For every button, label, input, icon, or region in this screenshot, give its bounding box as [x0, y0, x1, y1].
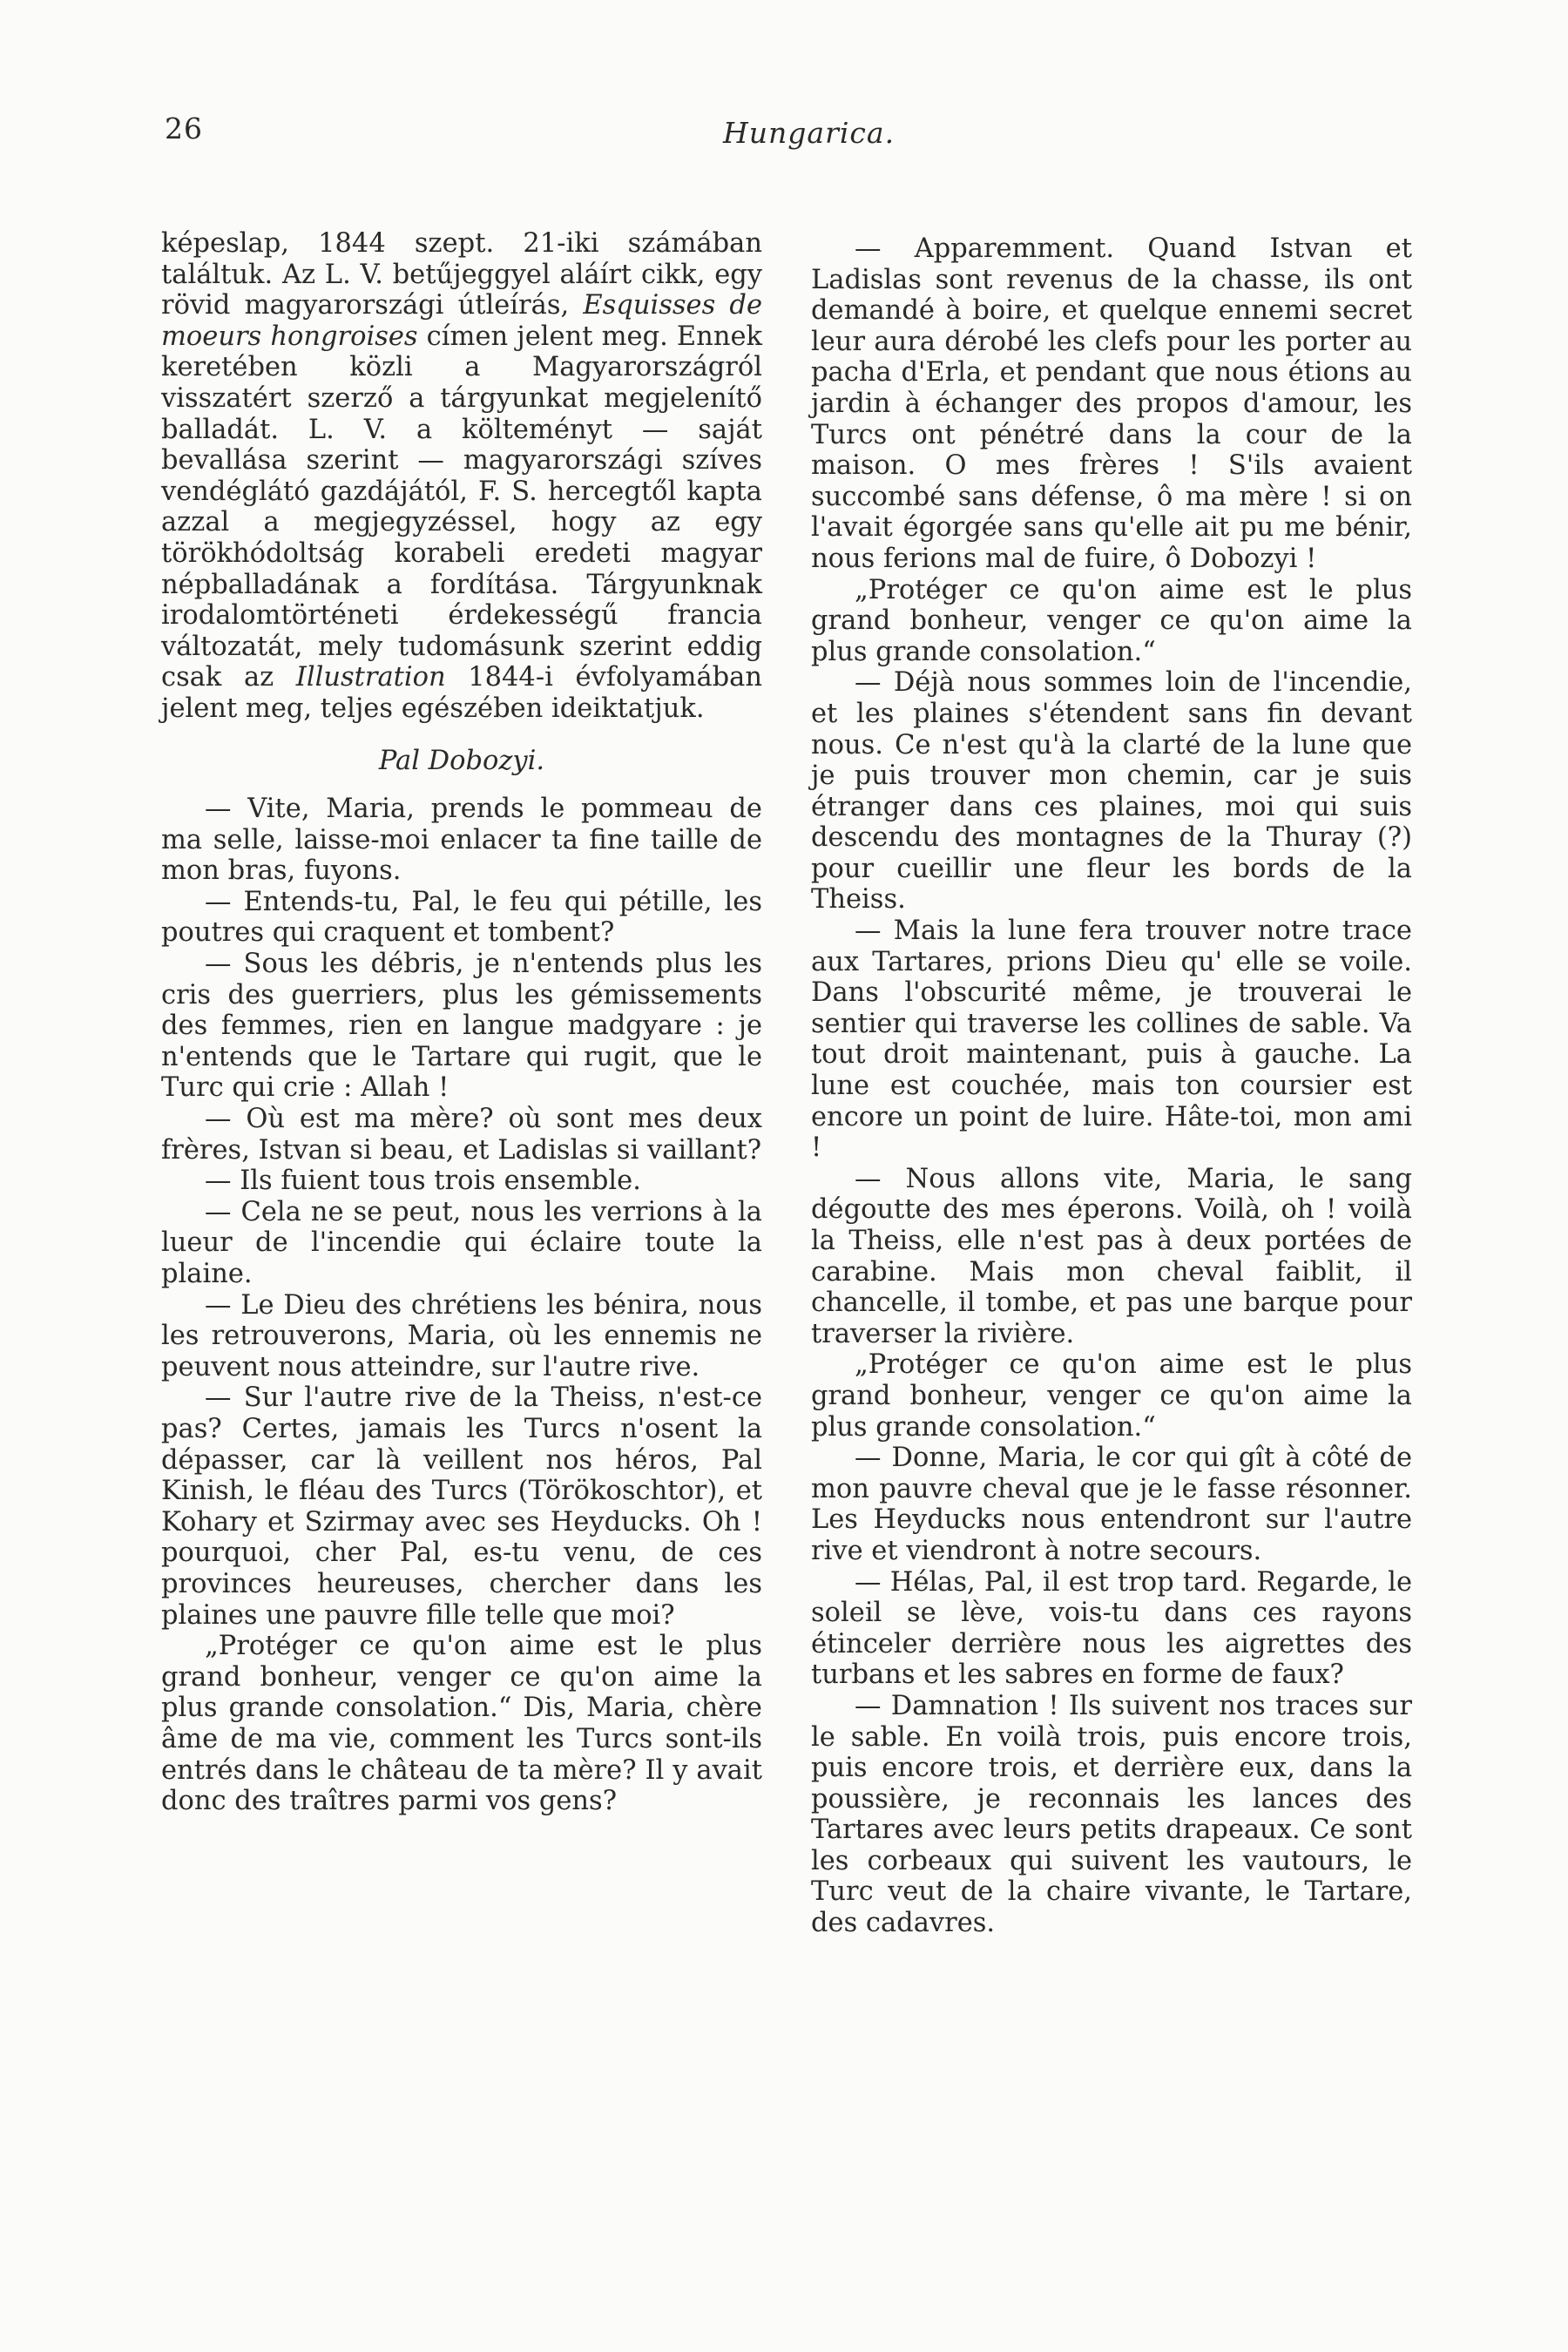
intro-italic-journal: Illustration	[295, 662, 446, 693]
intro-text-3: 1844-i évfolyamában jelent meg, teljes egészében ideiktatjuk.	[161, 662, 762, 724]
poem-refrain: „Protéger ce qu'on aime est le plus grand bonheur, venger ce qu'on aime la plus grande consolation.“	[811, 574, 1412, 667]
running-title: Hungarica.	[723, 116, 896, 150]
poem-paragraph: — Ils fuient tous trois ensemble.	[205, 1166, 641, 1197]
intro-paragraph	[161, 228, 762, 725]
poem-paragraph: — Entends-tu, Pal, le feu qui pétille, les poutres qui craquent et tombent?	[161, 886, 762, 949]
poem-paragraph: — Hélas, Pal, il est trop tard. Regarde, le soleil se lève, vois-tu dans ces rayons étinceler derrière nous les aigrettes des turbans et les sabres en forme de faux?	[811, 1566, 1412, 1691]
poem-paragraph: — Donne, Maria, le cor qui gît à côté de mon pauvre cheval que je le fasse résonner. Les Heyducks nous entendront sur l'autre rive et viendront à notre secours.	[811, 1443, 1412, 1566]
poem-paragraph: — Damnation ! Ils suivent nos traces sur le sable. En voilà trois, puis encore trois, puis encore trois, et derrière eux, dans la poussière, je reconnais les lances des Tartares avec leurs petits drapeaux. Ce sont les corbeaux qui suivent les vautours, le Turc veut de la chaire vivante, le Tartare, des cadavres.	[811, 1690, 1412, 1939]
poem-paragraph: — Sous les débris, je n'entends plus les cris des guerriers, plus les gémissements des femmes, rien en langue madgyare : je n'entends que le Tartare qui rugit, que le Turc qui crie : Allah !	[161, 949, 762, 1104]
left-column	[161, 228, 762, 1817]
poem-refrain: „Protéger ce qu'on aime est le plus grand bonheur, venger ce qu'on aime la plus grande consolation.“	[811, 1349, 1412, 1443]
poem-paragraph: — Apparemment. Quand Istvan et Ladislas sont revenus de la chasse, ils ont demandé à boire, et quelque ennemi secret leur aura dérobé les clefs pour les porter au pacha d'Erla, et pendant que nous étions au jardin à échanger des propos d'amour, les Turcs ont pénétré dans la cour de la maison. O mes frères ! S'ils avaient succombé sans défense, ô ma mère ! si on l'avait égorgée sans qu'elle ait pu me bénir, nous ferions mal de fuire, ô Dobozyi !	[811, 233, 1412, 574]
poem-paragraph: — Mais la lune fera trouver notre trace aux Tartares, prions Dieu qu' elle se voile. Dans l'obscurité même, je trouverai le sentier qui traverse les collines de sable. Va tout droit maintenant, puis à gauche. La lune est couchée, mais ton coursier est encore un point de luire. Hâte-toi, mon ami !	[811, 916, 1412, 1164]
poem-paragraph: — Le Dieu des chrétiens les bénira, nous les retrouverons, Maria, où les ennemis ne peuvent nous atteindre, sur l'autre rive.	[161, 1289, 762, 1382]
right-column	[811, 233, 1412, 1939]
intro-text-2: címen jelent meg. Ennek keretében közli a Magyarországról visszatért szerző a tárgyunkat megjelenítő balladát. L. V. a költeményt — saját bevallása szerint — magyarországi szíves vendéglátó gazdájától, F. S. hercegtől kapta azzal a megjegyzéssel, hogy az egy törökhódoltság korabeli eredeti magyar népballadának a fordítása. Tárgyunknak irodalomtörténeti érdekességű francia változatát, mely tudomásunk szerint eddig csak az	[161, 321, 762, 693]
poem-paragraph: — Cela ne se peut, nous les verrions à la lueur de l'incendie qui éclaire toute la plaine.	[161, 1196, 762, 1289]
intro-text-1: képeslap, 1844 szept. 21-iki számában találtuk. Az L. V. betűjeggyel aláírt cikk, egy rövid magyarországi útleírás,	[161, 228, 762, 321]
poem-paragraph: — Nous allons vite, Maria, le sang dégoutte des mes éperons. Voilà, oh ! voilà la Theiss, elle n'est pas à deux portées de carabine. Mais mon cheval faiblit, il chancelle, il tombe, et pas une barque pour traverser la rivière.	[811, 1163, 1412, 1349]
intro-italic-title: Esquisses de moeurs hongroises	[161, 290, 762, 352]
poem-paragraph: — Sur l'autre rive de la Theiss, n'est-ce pas? Certes, jamais les Turcs n'osent la dépasser, car là veillent nos héros, Pal Kinish, le fléau des Turcs (Törökoschtor), et Kohary et Szirmay avec ses Heyducks. Oh ! pourquoi, cher Pal, es-tu venu, de ces provinces heureuses, chercher dans les plaines une pauvre fille telle que moi?	[161, 1382, 762, 1631]
poem-paragraph: — Où est ma mère? où sont mes deux frères, Istvan si beau, et Ladislas si vaillant?	[161, 1104, 762, 1166]
page-number: 26	[165, 112, 203, 145]
poem-paragraph: — Vite, Maria, prends le pommeau de ma selle, laisse-moi enlacer ta fine taille de mon bras, fuyons.	[161, 794, 762, 887]
poem-refrain-paragraph: „Protéger ce qu'on aime est le plus grand bonheur, venger ce qu'on aime la plus grande consolation.“ Dis, Maria, chère âme de ma vie, comment les Turcs sont-ils entrés dans le château de ta mère? Il y avait donc des traîtres parmi vos gens?	[161, 1631, 762, 1817]
poem-author: Pal Dobozyi.	[378, 745, 545, 776]
poem-paragraph: — Déjà nous sommes loin de l'incendie, et les plaines s'étendent sans fin devant nous. Ce n'est qu'à la clarté de la lune que je puis trouver mon chemin, car je suis étranger dans ces plaines, moi qui suis descendu des montagnes de la Thuray (?) pour cueillir une fleur les bords de la Theiss.	[811, 667, 1412, 916]
